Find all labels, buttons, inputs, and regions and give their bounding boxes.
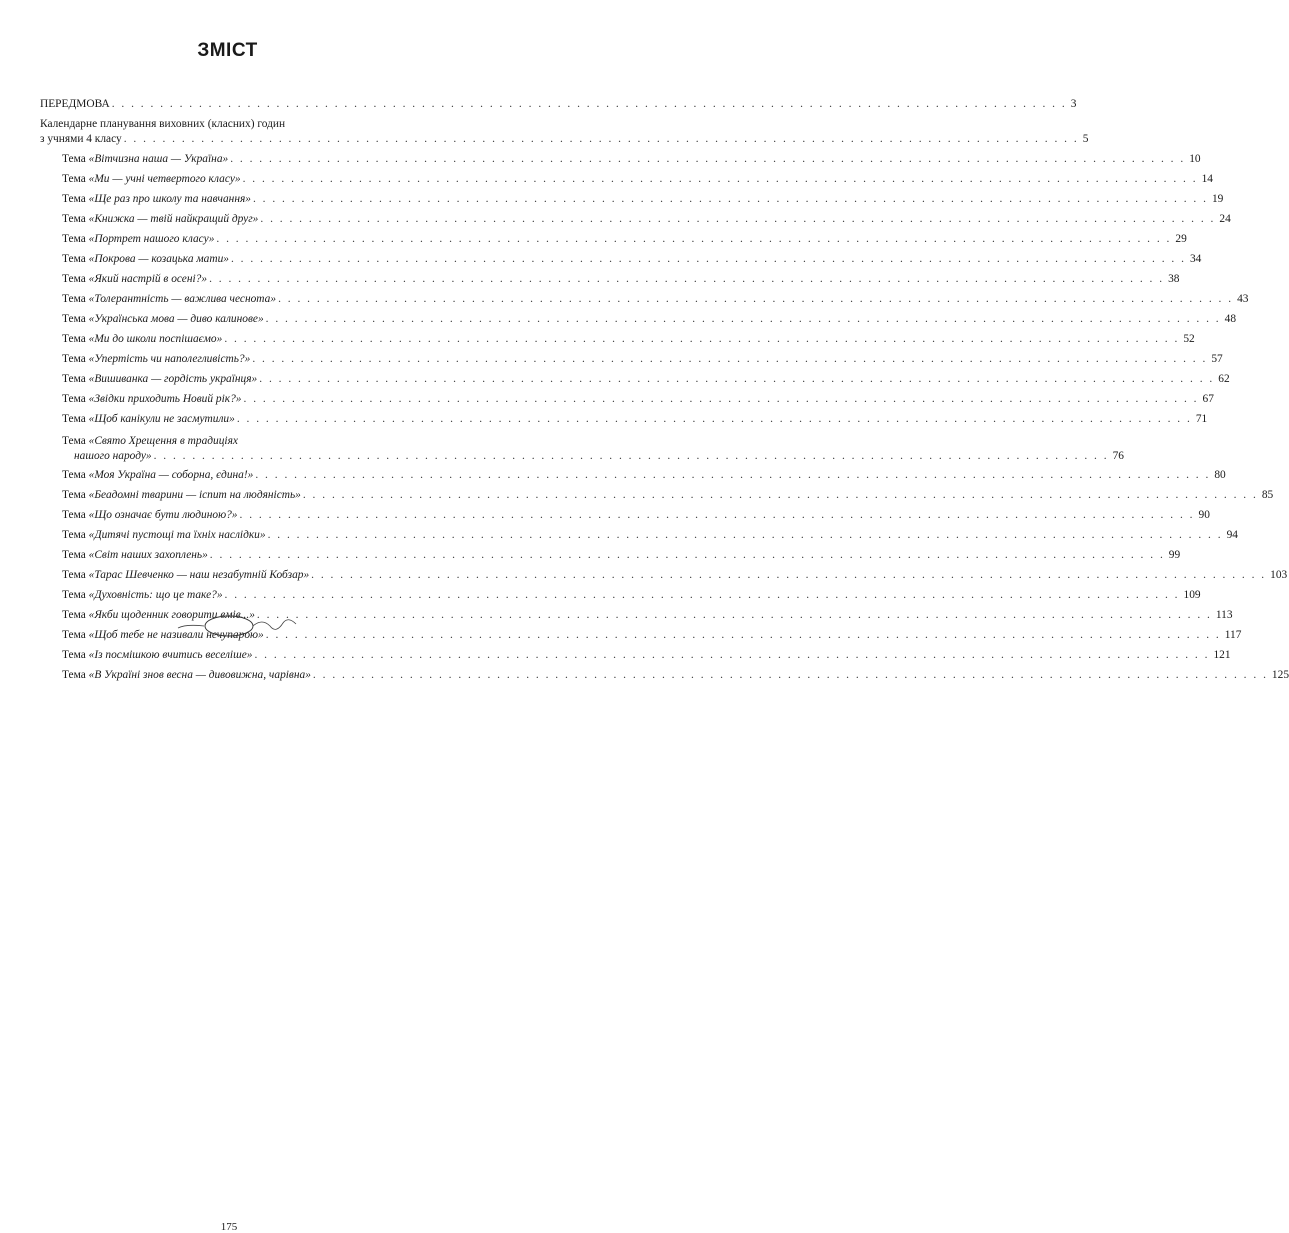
topic-page-number: 76 bbox=[1112, 450, 1124, 462]
preface-label: ПЕРЕДМОВА bbox=[40, 98, 110, 110]
dot-leader bbox=[207, 272, 1166, 287]
topic-page-number: 62 bbox=[1218, 373, 1230, 385]
topic-title: «Ми до школи поспішаємо» bbox=[88, 333, 223, 345]
dot-leader bbox=[222, 332, 1181, 347]
dot-leader bbox=[258, 212, 1217, 227]
dot-leader bbox=[264, 312, 1223, 327]
topic-title: «Звідки приходить Новий рік?» bbox=[88, 393, 242, 405]
topic-page-number: 43 bbox=[1237, 293, 1249, 305]
toc-entry bbox=[40, 352, 1223, 372]
topic-prefix: Тема bbox=[62, 153, 86, 165]
toc-entry bbox=[40, 668, 1289, 688]
toc-entry bbox=[40, 292, 1249, 312]
dot-leader bbox=[311, 668, 1270, 683]
topic-page-number: 80 bbox=[1214, 469, 1226, 481]
topic-prefix: Тема bbox=[62, 529, 86, 541]
toc-entry bbox=[40, 432, 1124, 464]
toc-entry bbox=[40, 332, 1195, 352]
topic-page-number: 48 bbox=[1224, 313, 1237, 325]
topic-page-number: 14 bbox=[1201, 173, 1213, 185]
topic-prefix: Тема bbox=[62, 293, 86, 305]
dot-leader bbox=[152, 449, 1111, 464]
page-number-ornament bbox=[0, 606, 455, 646]
dot-leader bbox=[257, 372, 1216, 387]
topic-title: «Беадомні тварини — іспит на людяність» bbox=[88, 489, 301, 501]
dot-leader bbox=[110, 97, 1069, 112]
topic-title: «Духовність: що це таке?» bbox=[88, 589, 223, 601]
calendar-label-line-2: з учнями 4 класу bbox=[40, 133, 122, 145]
topic-title: «Свято Хрещення в традиціях bbox=[88, 435, 238, 447]
topic-title: «Що означає бути людиною?» bbox=[88, 509, 238, 521]
dot-leader bbox=[223, 588, 1182, 603]
topic-title: «Який настрій в осені?» bbox=[88, 273, 208, 285]
topic-prefix: Тема bbox=[62, 233, 86, 245]
topic-title-continued: нашого народу» bbox=[74, 450, 152, 462]
topic-prefix: Тема bbox=[62, 333, 86, 345]
topic-prefix: Тема bbox=[62, 469, 86, 481]
dot-leader bbox=[309, 568, 1268, 583]
topic-title: «Українська мова — диво калинове» bbox=[88, 313, 264, 325]
topic-prefix: Тема bbox=[62, 649, 86, 661]
toc-entry bbox=[40, 568, 1288, 588]
table-of-contents bbox=[40, 97, 1289, 688]
topic-page-number: 90 bbox=[1198, 509, 1210, 521]
topic-page-number: 99 bbox=[1168, 549, 1181, 561]
toc-entry bbox=[40, 172, 1213, 192]
page-title: ЗМІСТ bbox=[197, 40, 258, 61]
toc-entry bbox=[40, 528, 1238, 548]
topic-page-number: 67 bbox=[1202, 393, 1214, 405]
toc-entry bbox=[40, 212, 1231, 232]
topic-prefix: Тема bbox=[62, 489, 86, 501]
topic-page-number: 71 bbox=[1195, 413, 1208, 425]
topic-prefix: Тема bbox=[62, 669, 86, 681]
topic-page-number: 29 bbox=[1175, 233, 1187, 245]
dot-leader bbox=[122, 132, 1081, 147]
toc-entry-calendar bbox=[40, 117, 1089, 152]
topic-prefix: Тема bbox=[62, 213, 86, 225]
topic-prefix: Тема bbox=[62, 413, 86, 425]
dot-leader bbox=[242, 392, 1201, 407]
toc-entry bbox=[40, 588, 1201, 608]
topic-prefix: Тема bbox=[62, 569, 86, 581]
topic-page-number: 109 bbox=[1183, 589, 1201, 601]
dot-leader bbox=[241, 172, 1200, 187]
dot-leader bbox=[276, 292, 1235, 307]
topic-page-number: 125 bbox=[1271, 669, 1289, 681]
topic-prefix: Тема bbox=[62, 193, 86, 205]
topic-title: «Портрет нашого класу» bbox=[88, 233, 215, 245]
toc-entry bbox=[40, 508, 1210, 528]
toc-entry bbox=[40, 272, 1180, 292]
dot-leader bbox=[250, 352, 1209, 367]
toc-entry bbox=[40, 192, 1224, 212]
topic-prefix: Тема bbox=[62, 589, 86, 601]
topic-title: «Упертість чи наполегливість?» bbox=[88, 353, 251, 365]
toc-entry bbox=[40, 488, 1274, 508]
dot-leader bbox=[253, 468, 1212, 483]
topic-page-number: 24 bbox=[1219, 213, 1231, 225]
topic-title: «Ще раз про школу та навчання» bbox=[88, 193, 251, 205]
topic-prefix: Тема bbox=[62, 629, 86, 641]
toc-entry bbox=[40, 372, 1230, 392]
topic-page-number: 113 bbox=[1215, 609, 1233, 621]
topic-page-number: 103 bbox=[1270, 569, 1288, 581]
toc-entry bbox=[40, 468, 1226, 488]
topic-page-number: 121 bbox=[1213, 649, 1231, 661]
topic-title: «Книжка — твій найкращий друг» bbox=[88, 213, 259, 225]
toc-entry-preface bbox=[40, 97, 1077, 117]
topic-prefix: Тема bbox=[62, 549, 86, 561]
topic-prefix: Тема bbox=[62, 609, 86, 621]
topic-title: «Тарас Шевченко — наш незабутній Кобзар» bbox=[88, 569, 310, 581]
dot-leader bbox=[214, 232, 1173, 247]
dot-leader bbox=[208, 548, 1167, 563]
toc-entry bbox=[40, 152, 1201, 172]
toc-entry bbox=[40, 412, 1208, 432]
toc-entry bbox=[40, 548, 1181, 568]
dot-leader bbox=[301, 488, 1260, 503]
topic-title: «Дитячі пустощі та їхніх наслідки» bbox=[88, 529, 266, 541]
topic-page-number: 85 bbox=[1261, 489, 1274, 501]
topic-prefix: Тема bbox=[62, 253, 86, 265]
topic-prefix: Тема bbox=[62, 373, 86, 385]
dot-leader bbox=[235, 412, 1194, 427]
topic-page-number: 34 bbox=[1189, 253, 1202, 265]
topic-title: «Світ наших захоплень» bbox=[88, 549, 208, 561]
topic-title: «Моя Україна — соборна, єдина!» bbox=[88, 469, 254, 481]
topic-title: «Щоб тебе не називали нечупарою» bbox=[88, 629, 264, 641]
topic-prefix: Тема bbox=[62, 313, 86, 325]
toc-entry bbox=[40, 312, 1237, 332]
topic-page-number: 117 bbox=[1224, 629, 1242, 641]
topic-title: «Вітчизна наша — Україна» bbox=[88, 153, 229, 165]
topic-title: «Якби щоденник говорити вмів...» bbox=[88, 609, 255, 621]
calendar-label-line-1: Календарне планування виховних (класних) годин bbox=[40, 118, 286, 130]
toc-entry bbox=[40, 392, 1214, 412]
preface-page-number: 3 bbox=[1070, 98, 1077, 110]
toc-entry bbox=[40, 252, 1202, 272]
topic-page-number: 57 bbox=[1211, 353, 1223, 365]
topic-title: «Толерантність — важлива чеснота» bbox=[88, 293, 277, 305]
topic-prefix: Тема bbox=[62, 353, 86, 365]
topic-prefix: Тема bbox=[62, 173, 86, 185]
dot-leader bbox=[228, 152, 1187, 167]
page-number: 175 bbox=[220, 1221, 238, 1233]
topic-title: «Із посмішкою вчитись веселіше» bbox=[88, 649, 253, 661]
dot-leader bbox=[266, 528, 1225, 543]
topic-title: «В Україні знов весна — дивовижна, чарівна» bbox=[88, 669, 311, 681]
topic-title: «Ми — учні четвертого класу» bbox=[88, 173, 241, 185]
topic-prefix: Тема bbox=[62, 435, 86, 447]
topic-prefix: Тема bbox=[62, 509, 86, 521]
calendar-page-number: 5 bbox=[1082, 133, 1089, 145]
topic-page-number: 19 bbox=[1211, 193, 1224, 205]
dot-leader bbox=[252, 648, 1211, 663]
topic-prefix: Тема bbox=[62, 393, 86, 405]
topic-prefix: Тема bbox=[62, 273, 86, 285]
topic-title: «Покрова — козацька мати» bbox=[88, 253, 229, 265]
topic-page-number: 38 bbox=[1168, 273, 1180, 285]
topic-page-number: 52 bbox=[1183, 333, 1195, 345]
dot-leader bbox=[238, 508, 1197, 523]
toc-entry bbox=[40, 232, 1187, 252]
topic-page-number: 10 bbox=[1189, 153, 1201, 165]
topic-page-number: 94 bbox=[1226, 529, 1238, 541]
topic-title: «Вишиванка — гордість українця» bbox=[88, 373, 258, 385]
toc-entry bbox=[40, 648, 1231, 668]
topic-title: «Щоб канікули не засмутили» bbox=[88, 413, 235, 425]
dot-leader bbox=[229, 252, 1188, 267]
dot-leader bbox=[251, 192, 1210, 207]
